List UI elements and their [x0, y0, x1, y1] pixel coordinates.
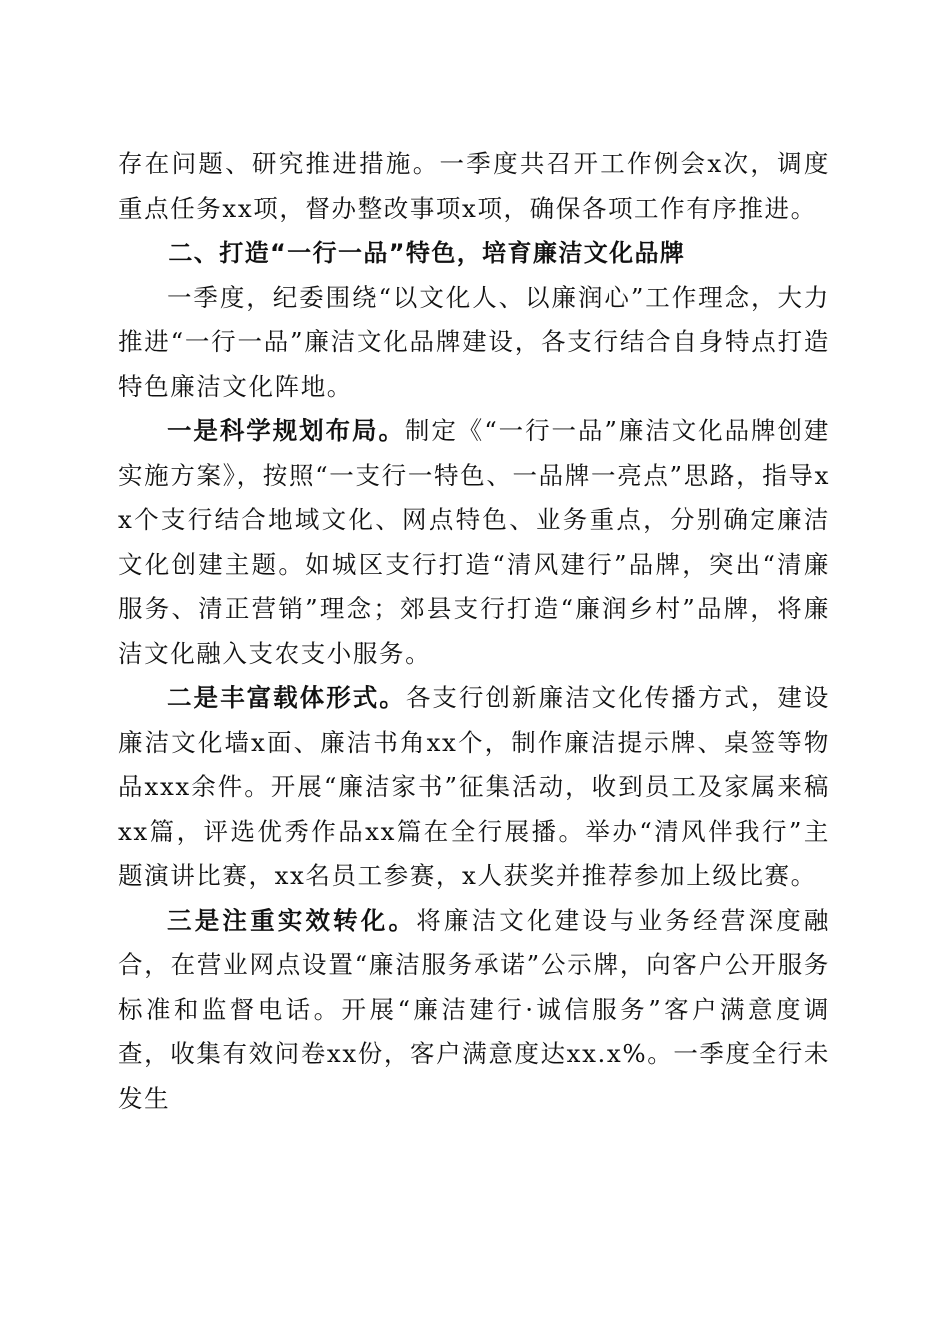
- paragraph-lead: 一是科学规划布局。: [167, 416, 405, 445]
- paragraph-text: 一季度，纪委围绕“以文化人、以廉润心”工作理念，大力推进“一行一品”廉洁文化品牌建设，各支行结合自身特点打造特色廉洁文化阵地。: [118, 282, 830, 401]
- paragraph-intro: [118, 276, 830, 410]
- paragraph-text: 存在问题、研究推进措施。一季度共召开工作例会x次，调度重点任务xx项，督办整改事项x项，确保各项工作有序推进。: [118, 149, 830, 223]
- document-body: [118, 142, 830, 1121]
- paragraph-lead: 二是丰富载体形式。: [167, 683, 406, 712]
- paragraph-effectiveness: [118, 899, 830, 1122]
- paragraph-continuation: [118, 142, 830, 231]
- paragraph-text: 各支行创新廉洁文化传播方式，建设廉洁文化墙x面、廉洁书角xx个，制作廉洁提示牌、桌签等物品xxx余件。开展“廉洁家书”征集活动，收到员工及家属来稿xx篇，评选优秀作品xx篇在全行展播。举办“清风伴我行”主题演讲比赛，xx名员工参赛，x人获奖并推荐参加上级比赛。: [118, 683, 830, 890]
- paragraph-text: 制定《“一行一品”廉洁文化品牌创建实施方案》，按照“一支行一特色、一品牌一亮点”思路，指导xx个支行结合地域文化、网点特色、业务重点，分别确定廉洁文化创建主题。如城区支行打造“清风建行”品牌，突出“清廉服务、清正营销”理念；郊县支行打造“廉润乡村”品牌，将廉洁文化融入支农支小服务。: [118, 416, 830, 668]
- paragraph-text: 将廉洁文化建设与业务经营深度融合，在营业网点设置“廉洁服务承诺”公示牌，向客户公开服务标准和监督电话。开展“廉洁建行·诚信服务”客户满意度调查，收集有效问卷xx份，客户满意度达xx.x%。一季度全行未发生: [118, 905, 830, 1113]
- paragraph-lead: 三是注重实效转化。: [167, 905, 417, 935]
- paragraph-carriers: [118, 676, 830, 899]
- paragraph-planning: [118, 409, 830, 676]
- section-heading: 二、打造“一行一品”特色，培育廉洁文化品牌: [168, 239, 686, 267]
